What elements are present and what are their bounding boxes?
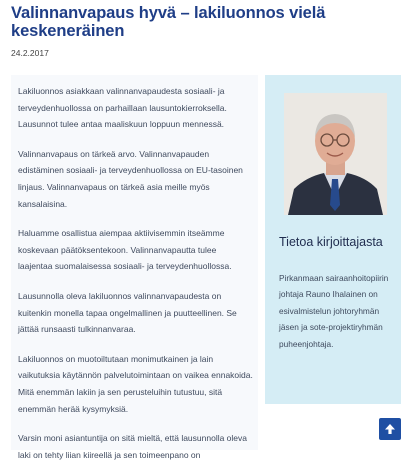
- article-paragraph: Haluamme osallistua aiempaa aktiivisemmin itseämme koskevaan päätöksentekoon. Valinnanvapautta tulee laajentaa suomalaisessa sosiaali- ja terveydenhuollossa.: [18, 228, 232, 272]
- author-bio: Pirkanmaan sairaanhoitopiirin johtaja Rauno Ihalainen on esivalmistelun johtoryhmän jäsen ja sote-projektiryhmän puheenjohtaja.: [279, 273, 389, 349]
- author-photo: [284, 93, 387, 215]
- article-date: 24.2.2017: [11, 48, 49, 58]
- sidebar-title: Tietoa kirjoittajasta: [279, 235, 383, 249]
- scroll-to-top-button[interactable]: [379, 418, 401, 440]
- article-body: [11, 75, 258, 460]
- article-paragraph: Lakiluonnos asiakkaan valinnanvapaudesta sosiaali- ja terveydenhuollossa on parhaillaan lausuntokierroksella. Lausunnot tulee antaa maaliskuun loppuun mennessä.: [18, 86, 227, 130]
- article-paragraph: Varsin moni asiantuntija on sitä mieltä, että lausunnolla oleva laki on tehty liian kiireellä ja sen toimeenpano on: [18, 433, 248, 460]
- article-paragraph: Valinnanvapaus on tärkeä arvo. Valinnanvapauden edistäminen sosiaali- ja terveydenhuollossa on EU-tasoinen linjaus. Valinnanvapaus on tärkeä asia meille myös kansalaisina.: [18, 148, 243, 209]
- page-title: Valinnanvapaus hyvä – lakiluonnos vielä keskeneräinen: [11, 4, 326, 40]
- arrow-up-icon: [384, 423, 396, 435]
- author-sidebar: [265, 75, 401, 404]
- article-paragraph: Lakiluonnos on muotoiltutaan monimutkainen ja lain vaikutuksia käytännön palvelutoimintaan on vaikea ennakoida. Mitä enemmän lakiin ja sen perusteluihin tutustuu, sitä enemmän herää kysymyksiä.: [18, 353, 253, 414]
- article-paragraph: Lausunnolla oleva lakiluonnos valinnanvapaudesta on kuitenkin monella tapaa ongelmallinen ja puutteellinen. Se jättää runsaasti tulkinnanvaraa.: [18, 290, 237, 335]
